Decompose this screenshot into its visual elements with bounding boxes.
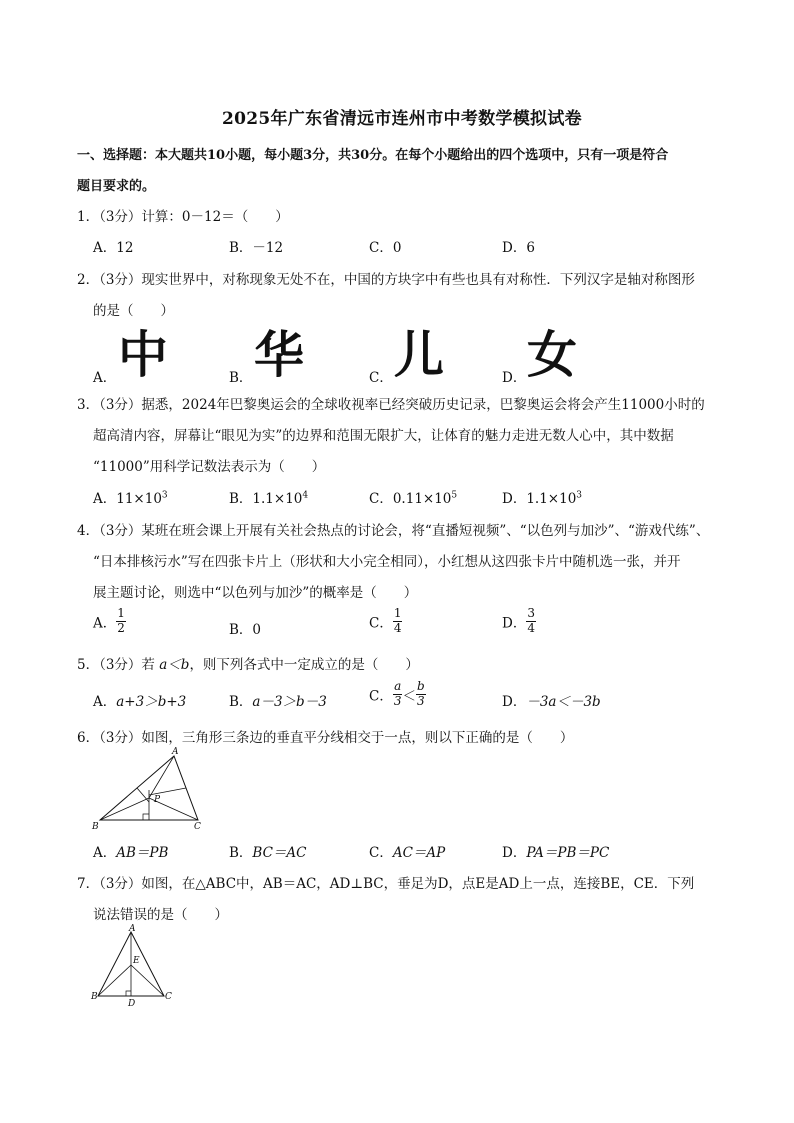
q4-stem-line3: 展主题讨论，则选中“以色列与加沙”的概率是（ ） bbox=[93, 585, 418, 601]
q3-option-b: B．$1.1\times 10^4$ bbox=[229, 490, 309, 507]
section-heading-line1: 一、选择题：本大题共10小题，每小题3分，共30分。在每个小题给出的四个选项中，只有一项是符合 bbox=[77, 148, 669, 163]
q3-option-d: D．$1.1\times 10^3$ bbox=[502, 490, 583, 507]
q2-option-b-label: B． bbox=[229, 370, 253, 386]
fraction: $\frac{a}{3}$ bbox=[393, 679, 402, 708]
q1-option-a: A．12 bbox=[93, 240, 134, 256]
q1-option-b: B．－12 bbox=[229, 240, 284, 256]
q2-option-d-char: 女 bbox=[527, 326, 577, 384]
q2-option-d-label: D． bbox=[502, 370, 527, 386]
q7-label-d: D bbox=[128, 999, 136, 1009]
q6-option-b: B．BC＝AC bbox=[229, 845, 307, 861]
q6-label-b: B bbox=[92, 822, 99, 832]
q7-stem-line1: 7．（3分）如图，在△ABC中，AB＝AC，AD⊥BC，垂足为D，点E是AD上一点，连接BE，CE．下列 bbox=[77, 876, 695, 892]
exam-title: 2025年广东省清远市连州市中考数学模拟试卷 bbox=[222, 109, 582, 129]
q6-option-c: C．AC＝AP bbox=[369, 845, 446, 861]
q5-option-b: B．a－3＞b－3 bbox=[229, 694, 327, 710]
q1-stem: 1．（3分）计算：0－12＝（ ） bbox=[77, 209, 289, 225]
q5-option-a: A．a+3＞b+3 bbox=[93, 694, 187, 710]
q2-option-b-char: 华 bbox=[254, 326, 304, 384]
q7-label-a: A bbox=[129, 924, 136, 934]
q2-option-c-char: 儿 bbox=[394, 326, 444, 384]
q6-label-p: P bbox=[154, 795, 161, 805]
fraction: $\frac{1}{4}$ bbox=[393, 606, 402, 635]
q5-stem: 5．（3分）若 a＜b，则下列各式中一定成立的是（ ） bbox=[77, 657, 419, 673]
fraction: $\frac{b}{3}$ bbox=[416, 679, 425, 708]
q3-option-a: A．$11\times 10^3$ bbox=[93, 490, 168, 507]
q6-stem: 6．（3分）如图，三角形三条边的垂直平分线相交于一点，则以下正确的是（ ） bbox=[77, 730, 574, 746]
q5-option-d: D．－3a＜－3b bbox=[502, 694, 601, 710]
fraction: $\frac{1}{2}$ bbox=[117, 606, 125, 635]
q4-option-d: D． $\frac{3}{4}$ bbox=[502, 606, 535, 635]
section-heading-line2: 题目要求的。 bbox=[77, 179, 156, 194]
q5-option-c: C． $\frac{a}{3}$ ＜ $\frac{b}{3}$ bbox=[369, 679, 425, 708]
fraction: $\frac{3}{4}$ bbox=[527, 606, 535, 635]
q3-stem-line3: “11000”用科学记数法表示为（ ） bbox=[93, 459, 326, 475]
q6-label-a: A bbox=[172, 747, 179, 757]
q7-triangle-figure bbox=[90, 925, 180, 1010]
q7-label-e: E bbox=[133, 956, 140, 966]
q4-stem-line2: “日本排核污水”写在四张卡片上（形状和大小完全相同），小红想从这四张卡片中随机选一张，并开 bbox=[93, 554, 681, 570]
q7-stem-line2: 说法错误的是（ ） bbox=[93, 907, 228, 923]
q6-triangle-figure bbox=[90, 747, 220, 832]
q2-option-a-label: A． bbox=[93, 370, 117, 386]
q6-label-c: C bbox=[194, 822, 201, 832]
q2-option-a-char: 中 bbox=[118, 326, 168, 384]
q3-stem-line2: 超高清内容，屏幕让“眼见为实”的边界和范围无限扩大，让体育的魅力走进无数人心中，其中数据 bbox=[93, 428, 674, 444]
q7-label-c: C bbox=[165, 992, 172, 1002]
q2-stem-line2: 的是（ ） bbox=[93, 303, 174, 319]
q3-stem-line1: 3．（3分）据悉，2024年巴黎奥运会的全球收视率已经突破历史记录，巴黎奥运会将会产生11000小时的 bbox=[77, 397, 705, 413]
q6-option-a: A．AB＝PB bbox=[93, 845, 169, 861]
q2-option-c-label: C． bbox=[369, 370, 393, 386]
q1-option-c: C．0 bbox=[369, 240, 402, 256]
q2-stem-line1: 2．（3分）现实世界中，对称现象无处不在，中国的方块字中有些也具有对称性．下列汉字是轴对称图形 bbox=[77, 272, 695, 288]
q6-option-d: D．PA＝PB＝PC bbox=[502, 845, 610, 861]
q4-option-c: C． $\frac{1}{4}$ bbox=[369, 606, 402, 635]
q7-label-b: B bbox=[91, 992, 98, 1002]
q4-stem-line1: 4．（3分）某班在班会课上开展有关社会热点的讨论会，将“直播短视频”、“以色列与加沙”、“游戏代练”、 bbox=[77, 523, 710, 539]
q4-option-b: B．0 bbox=[229, 622, 262, 638]
q1-option-d: D．6 bbox=[502, 240, 535, 256]
q4-option-a: A． $\frac{1}{2}$ bbox=[93, 606, 125, 635]
q3-option-c: C．$0.11\times 10^5$ bbox=[369, 490, 458, 507]
